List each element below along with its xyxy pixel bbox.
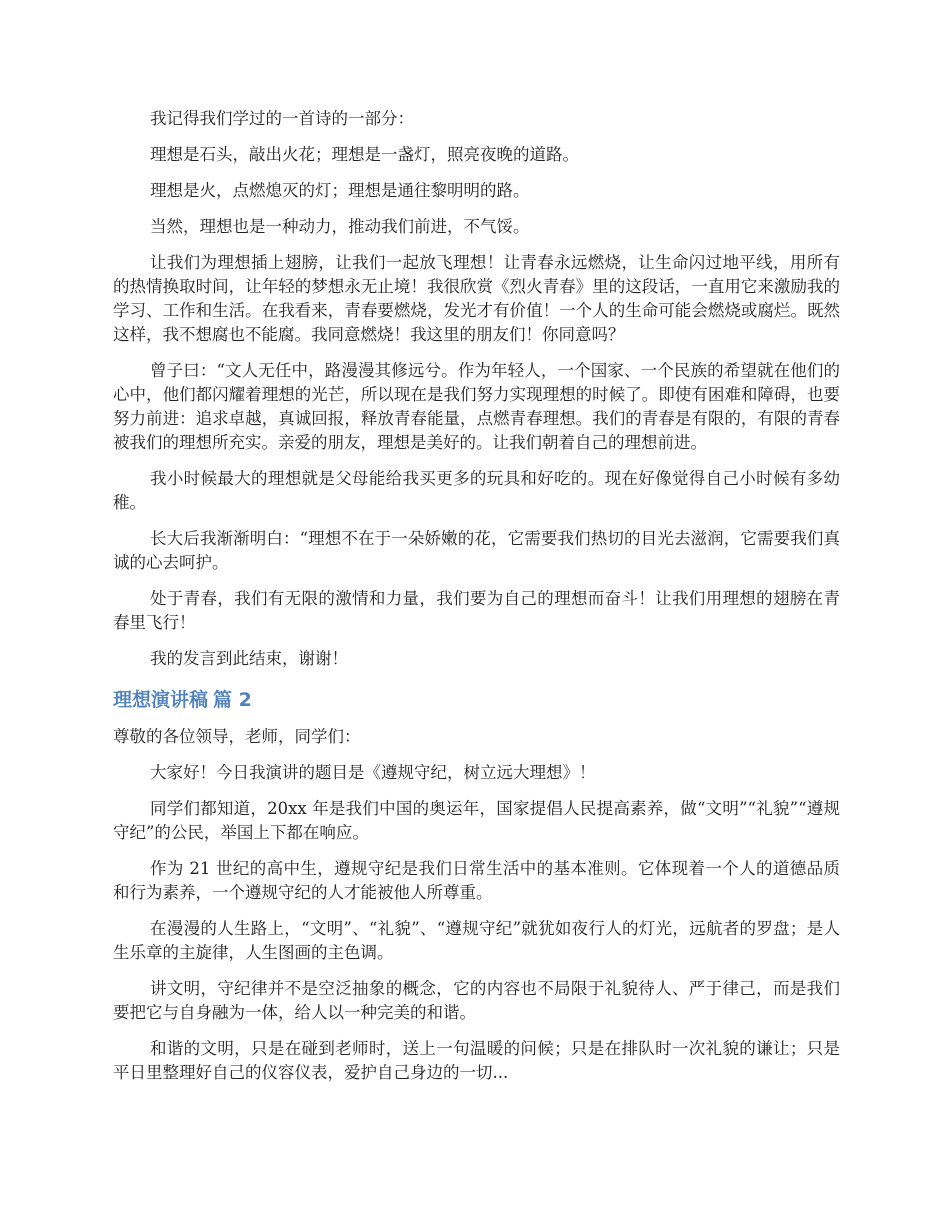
heading-number: 篇 2 (213, 689, 252, 711)
paragraph: 曾子曰：“文人无任中，路漫漫其修远兮。作为年轻人，一个国家、一个民族的希望就在他们的心中，他们都闪耀着理想的光芒，所以现在是我们努力实现理想的时候了。即使有困难和障碍，也要努力前进：追求卓越，真诚回报，释放青春能量，点燃青春理想。我们的青春是有限的，有限的青春被我们的理想所充实。亲爱的朋友，理想是美好的。让我们朝着自己的理想前进。 (113, 361, 840, 452)
paragraph: 在漫漫的人生路上，“文明”、“礼貌”、“遵规守纪”就犹如夜行人的灯光，远航者的罗盘；是人生乐章的主旋律，人生图画的主色调。 (113, 919, 840, 962)
paragraph: 讲文明，守纪律并不是空泛抽象的概念，它的内容也不局限于礼貌待人、严于律己，而是我们要把它与自身融为一体，给人以一种完美的和谐。 (113, 979, 840, 1022)
paragraph: 让我们为理想插上翅膀，让我们一起放飞理想！让青春永远燃烧，让生命闪过地平线，用所有的热情换取时间，让年轻的梦想永无止境！我很欣赏《烈火青春》里的这段话，一直用它来激励我的学习、工作和生活。在我看来，青春要燃烧，发光才有价值！一个人的生命可能会燃烧或腐烂。既然这样，我不想腐也不能腐。我同意燃烧！我这里的朋友们！你同意吗？ (113, 253, 840, 344)
heading-title: 理想演讲稿 (113, 689, 209, 711)
paragraph: 我的发言到此结束，谢谢！ (150, 649, 348, 668)
document-page (113, 107, 840, 1097)
paragraph: 同学们都知道，20xx 年是我们中国的奥运年，国家提倡人民提高素养，做“文明”“礼貌”“遵规守纪”的公民，举国上下都在响应。 (113, 799, 840, 842)
paragraph: 理想是石头，敲出火花；理想是一盏灯，照亮夜晚的道路。 (150, 145, 579, 164)
paragraph: 我记得我们学过的一首诗的一部分： (150, 109, 414, 128)
paragraph: 当然，理想也是一种动力，推动我们前进，不气馁。 (150, 217, 530, 236)
salutation: 尊敬的各位领导，老师，同学们： (113, 727, 361, 746)
paragraph: 我小时候最大的理想就是父母能给我买更多的玩具和好吃的。现在好像觉得自己小时候有多幼稚。 (113, 469, 840, 512)
paragraph: 大家好！今日我演讲的题目是《遵规守纪，树立远大理想》！ (150, 763, 596, 782)
paragraph: 作为 21 世纪的高中生，遵规守纪是我们日常生活中的基本准则。它体现着一个人的道德品质和行为素养，一个遵规守纪的人才能被他人所尊重。 (113, 859, 840, 902)
section-heading (113, 687, 840, 713)
paragraph: 处于青春，我们有无限的激情和力量，我们要为自己的理想而奋斗！让我们用理想的翅膀在青春里飞行！ (113, 589, 840, 632)
paragraph: 长大后我渐渐明白：“理想不在于一朵娇嫩的花，它需要我们热切的目光去滋润，它需要我们真诚的心去呵护。 (113, 529, 840, 572)
paragraph: 理想是火，点燃熄灭的灯；理想是通往黎明明的路。 (150, 181, 530, 200)
paragraph: 和谐的文明，只是在碰到老师时，送上一句温暖的问候；只是在排队时一次礼貌的谦让；只是平日里整理好自己的仪容仪表，爱护自己身边的一切... (113, 1039, 840, 1082)
